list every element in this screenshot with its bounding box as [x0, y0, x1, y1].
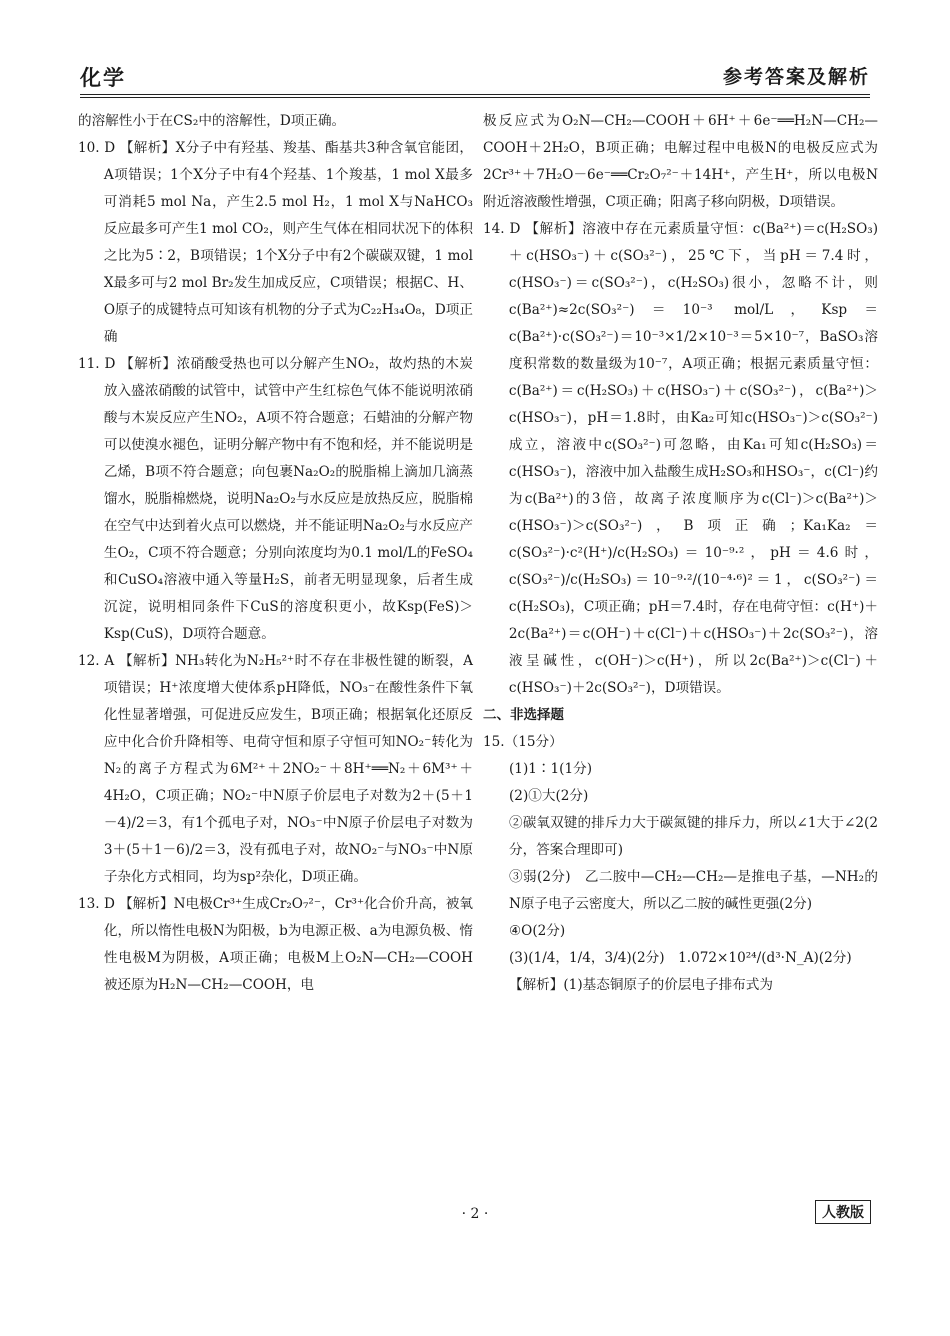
question-11-solution: 11. D 【解析】浓硝酸受热也可以分解产生NO₂，故灼热的木炭放入盛浓硝酸的试管中，试管中产生红棕色气体不能说明浓硝酸与木炭反应产生NO₂，A项不符合题意；石蜡油的分解产物可以使溴水褪色，证明分解产物中有不饱和烃，并不能说明是乙烯，B项不符合题意；向包裹Na₂O₂的脱脂棉上滴加几滴蒸馏水，脱脂棉燃烧，说明Na₂O₂与水反应是放热反应，脱脂棉在空气中达到着火点可以燃烧，并不能证明Na₂O₂与水反应产生O₂，C项不符合题意；分别向浓度均为0.1 mol/L的FeSO₄和CuSO₄溶液中通入等量H₂S，前者无明显现象，后者生成沉淀，说明相同条件下CuS的溶度积更小，故Ksp(FeS)＞Ksp(CuS)，D项符合题意。 — [78, 356, 473, 642]
right-column — [483, 108, 878, 999]
question-10-solution: 10. D 【解析】X分子中有羟基、羧基、酯基共3种含氧官能团，A项错误；1个X分子中有4个羟基、1个羧基，1 mol X最多可消耗5 mol Na，产生2.5 mol H₂，1 mol X与NaHCO₃反应最多可产生1 mol CO₂，则产生气体在相同状况下的体积之比为5∶2，B项错误；1个X分子中有2个碳碳双键，1 mol X最多可与2 mol Br₂发生加成反应，C项错误；根据C、H、O原子的成键特点可知该有机物的分子式为C₂₂H₃₄O₈，D项正确 — [78, 140, 473, 345]
subject-label: 化学 — [80, 65, 126, 90]
question-13-continued: 极反应式为O₂N—CH₂—COOH＋6H⁺＋6e⁻══H₂N—CH₂—COOH＋2H₂O，B项正确；电解过程中电极N的电极反应式为2Cr³⁺＋7H₂O－6e⁻══Cr₂O₇²⁻＋14H⁺，产生H⁺，所以电极N附近溶液酸性增强，C项正确；阳离子移向阴极，D项错误。 — [483, 113, 878, 210]
analysis-15: 【解析】(1)基态铜原子的价层电子排布式为 — [509, 977, 773, 993]
answer-15-2-4: ④O(2分) — [509, 923, 566, 939]
left-column — [78, 108, 473, 999]
answer-title: 参考答案及解析 — [722, 66, 870, 88]
answer-15-1: (1)1∶1(1分) — [509, 761, 592, 777]
question-13-solution: 13. D 【解析】N电极Cr³⁺生成Cr₂O₇²⁻，Cr³⁺化合价升高，被氧化，所以惰性电极N为阳极，b为电源正极、a为电源负极、惰性电极M为阴极，A项正确；电极M上O₂N—CH₂—COOH被还原为H₂N—CH₂—COOH，电 — [78, 896, 473, 993]
page-number: · 2 · — [461, 1206, 489, 1222]
answer-15-3: (3)(1/4，1/4，3/4)(2分) 1.072×10²⁴/(d³·N_A)(2分) — [509, 950, 852, 966]
question-15-heading: 15.（15分） — [483, 734, 563, 750]
answer-15-2-1: (2)①大(2分) — [509, 788, 589, 804]
header-rule — [80, 94, 870, 98]
answer-15-2-3: ③弱(2分) 乙二胺中—CH₂—CH₂—是推电子基，—NH₂的N原子电子云密度大，所以乙二胺的碱性更强(2分) — [509, 869, 878, 912]
question-14-solution: 14. D 【解析】溶液中存在元素质量守恒：c(Ba²⁺)＝c(H₂SO₃)＋c(HSO₃⁻)＋c(SO₃²⁻)，25℃下，当pH＝7.4时，c(HSO₃⁻)＝c(SO₃²⁻)，c(H₂SO₃)很小，忽略不计，则c(Ba²⁺)≈2c(SO₃²⁻)＝10⁻³ mol/L，Ksp＝c(Ba²⁺)·c(SO₃²⁻)＝10⁻³×1/2×10⁻³＝5×10⁻⁷，BaSO₃溶度积常数的数量级为10⁻⁷，A项正确；根据元素质量守恒：c(Ba²⁺)＝c(H₂SO₃)＋c(HSO₃⁻)＋c(SO₃²⁻)，c(Ba²⁺)＞c(HSO₃⁻)，pH＝1.8时，由Ka₂可知c(HSO₃⁻)＞c(SO₃²⁻)成立，溶液中c(SO₃²⁻)可忽略，由Ka₁可知c(H₂SO₃)＝c(HSO₃⁻)，溶液中加入盐酸生成H₂SO₃和HSO₃⁻，c(Cl⁻)约为c(Ba²⁺)的3倍，故离子浓度顺序为c(Cl⁻)＞c(Ba²⁺)＞c(HSO₃⁻)＞c(SO₃²⁻)，B项正确；Ka₁Ka₂＝c(SO₃²⁻)·c²(H⁺)/c(H₂SO₃)＝10⁻⁹·²，pH＝4.6时，c(SO₃²⁻)/c(H₂SO₃)＝10⁻⁹·²/(10⁻⁴·⁶)²＝1，c(SO₃²⁻)＝c(H₂SO₃)，C项正确；pH＝7.4时，存在电荷守恒：c(H⁺)＋2c(Ba²⁺)＝c(OH⁻)＋c(Cl⁻)＋c(HSO₃⁻)＋2c(SO₃²⁻)，溶液呈碱性，c(OH⁻)＞c(H⁺)，所以2c(Ba²⁺)＞c(Cl⁻)＋c(HSO₃⁻)＋2c(SO₃²⁻)，D项错误。 — [483, 221, 878, 696]
edition-badge: 人教版 — [815, 1200, 871, 1224]
continued-text: 的溶解性小于在CS₂中的溶解性，D项正确。 — [78, 113, 346, 129]
section-heading: 二、非选择题 — [483, 707, 564, 723]
page-header — [80, 58, 870, 98]
answer-15-2-2: ②碳氧双键的排斥力大于碳氮键的排斥力，所以∠1大于∠2(2分，答案合理即可) — [509, 815, 878, 858]
question-12-solution: 12. A 【解析】NH₃转化为N₂H₅²⁺时不存在非极性键的断裂，A项错误；H⁺浓度增大使体系pH降低，NO₃⁻在酸性条件下氧化性显著增强，可促进反应发生，B项正确；根据氧化还原反应中化合价升降相等、电荷守恒和原子守恒可知NO₂⁻转化为N₂的离子方程式为6M²⁺＋2NO₂⁻＋8H⁺══N₂＋6M³⁺＋4H₂O，C项正确；NO₂⁻中N原子价层电子对数为2＋(5＋1－4)/2＝3，有1个孤电子对，NO₃⁻中N原子价层电子对数为3＋(5＋1－6)/2＝3，没有孤电子对，故NO₂⁻与NO₃⁻中N原子杂化方式相同，均为sp²杂化，D项正确。 — [78, 653, 473, 885]
